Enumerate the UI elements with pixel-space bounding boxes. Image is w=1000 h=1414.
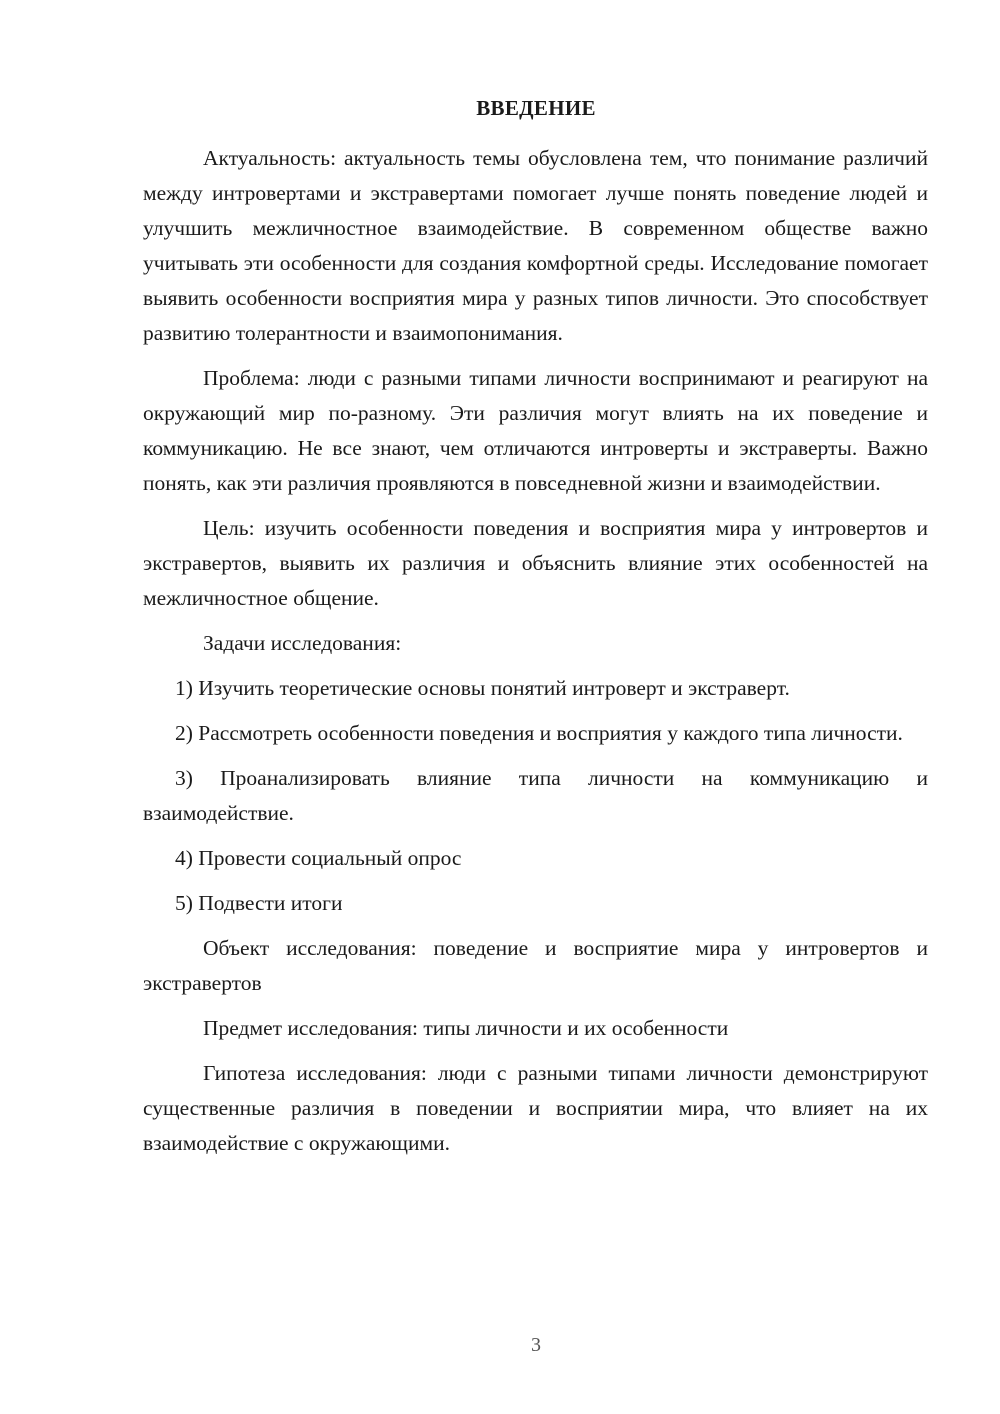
list-item: 3) Проанализировать влияние типа личности на коммуникацию и взаимодействие. [143, 766, 928, 825]
list-item: 5) Подвести итоги [175, 891, 343, 915]
list-item: 1) Изучить теоретические основы понятий интроверт и экстраверт. [175, 676, 790, 700]
tasks-title: Задачи исследования: [203, 631, 402, 655]
page-number: 3 [531, 1334, 541, 1356]
list-item: 2) Рассмотреть особенности поведения и восприятия у каждого типа личности. [175, 721, 903, 745]
document-body [143, 141, 928, 1161]
paragraph-hypothesis: Гипотеза исследования: люди с разными типами личности демонстрируют существенные различия в поведении и восприятии мира, что влияет на их взаимодействие с окружающими. [143, 1061, 928, 1155]
paragraph-goal: Цель: изучить особенности поведения и восприятия мира у интровертов и экстравертов, выявить их различия и объяснить влияние этих особенностей на межличностное общение. [143, 516, 928, 610]
page-title: ВВЕДЕНИЕ [476, 96, 596, 120]
paragraph-relevance: Актуальность: актуальность темы обусловлена тем, что понимание различий между интровертами и экстравертами помогает лучше понять поведение людей и улучшить межличностное взаимодействие. В современном обществе важно учитывать эти особенности для создания комфортной среды. Исследование помогает выявить особенности восприятия мира у разных типов личности. Это способствует развитию толерантности и взаимопонимания. [143, 146, 928, 345]
tasks-list [143, 671, 928, 921]
paragraph-subject: Предмет исследования: типы личности и их особенности [203, 1016, 729, 1040]
list-item: 4) Провести социальный опрос [175, 846, 462, 870]
paragraph-object: Объект исследования: поведение и восприятие мира у интровертов и экстравертов [143, 936, 928, 995]
paragraph-problem: Проблема: люди с разными типами личности воспринимают и реагируют на окружающий мир по-разному. Эти различия могут влиять на их поведение и коммуникацию. Не все знают, чем отличаются интроверты и экстраверты. Важно понять, как эти различия проявляются в повседневной жизни и взаимодействии. [143, 366, 928, 495]
